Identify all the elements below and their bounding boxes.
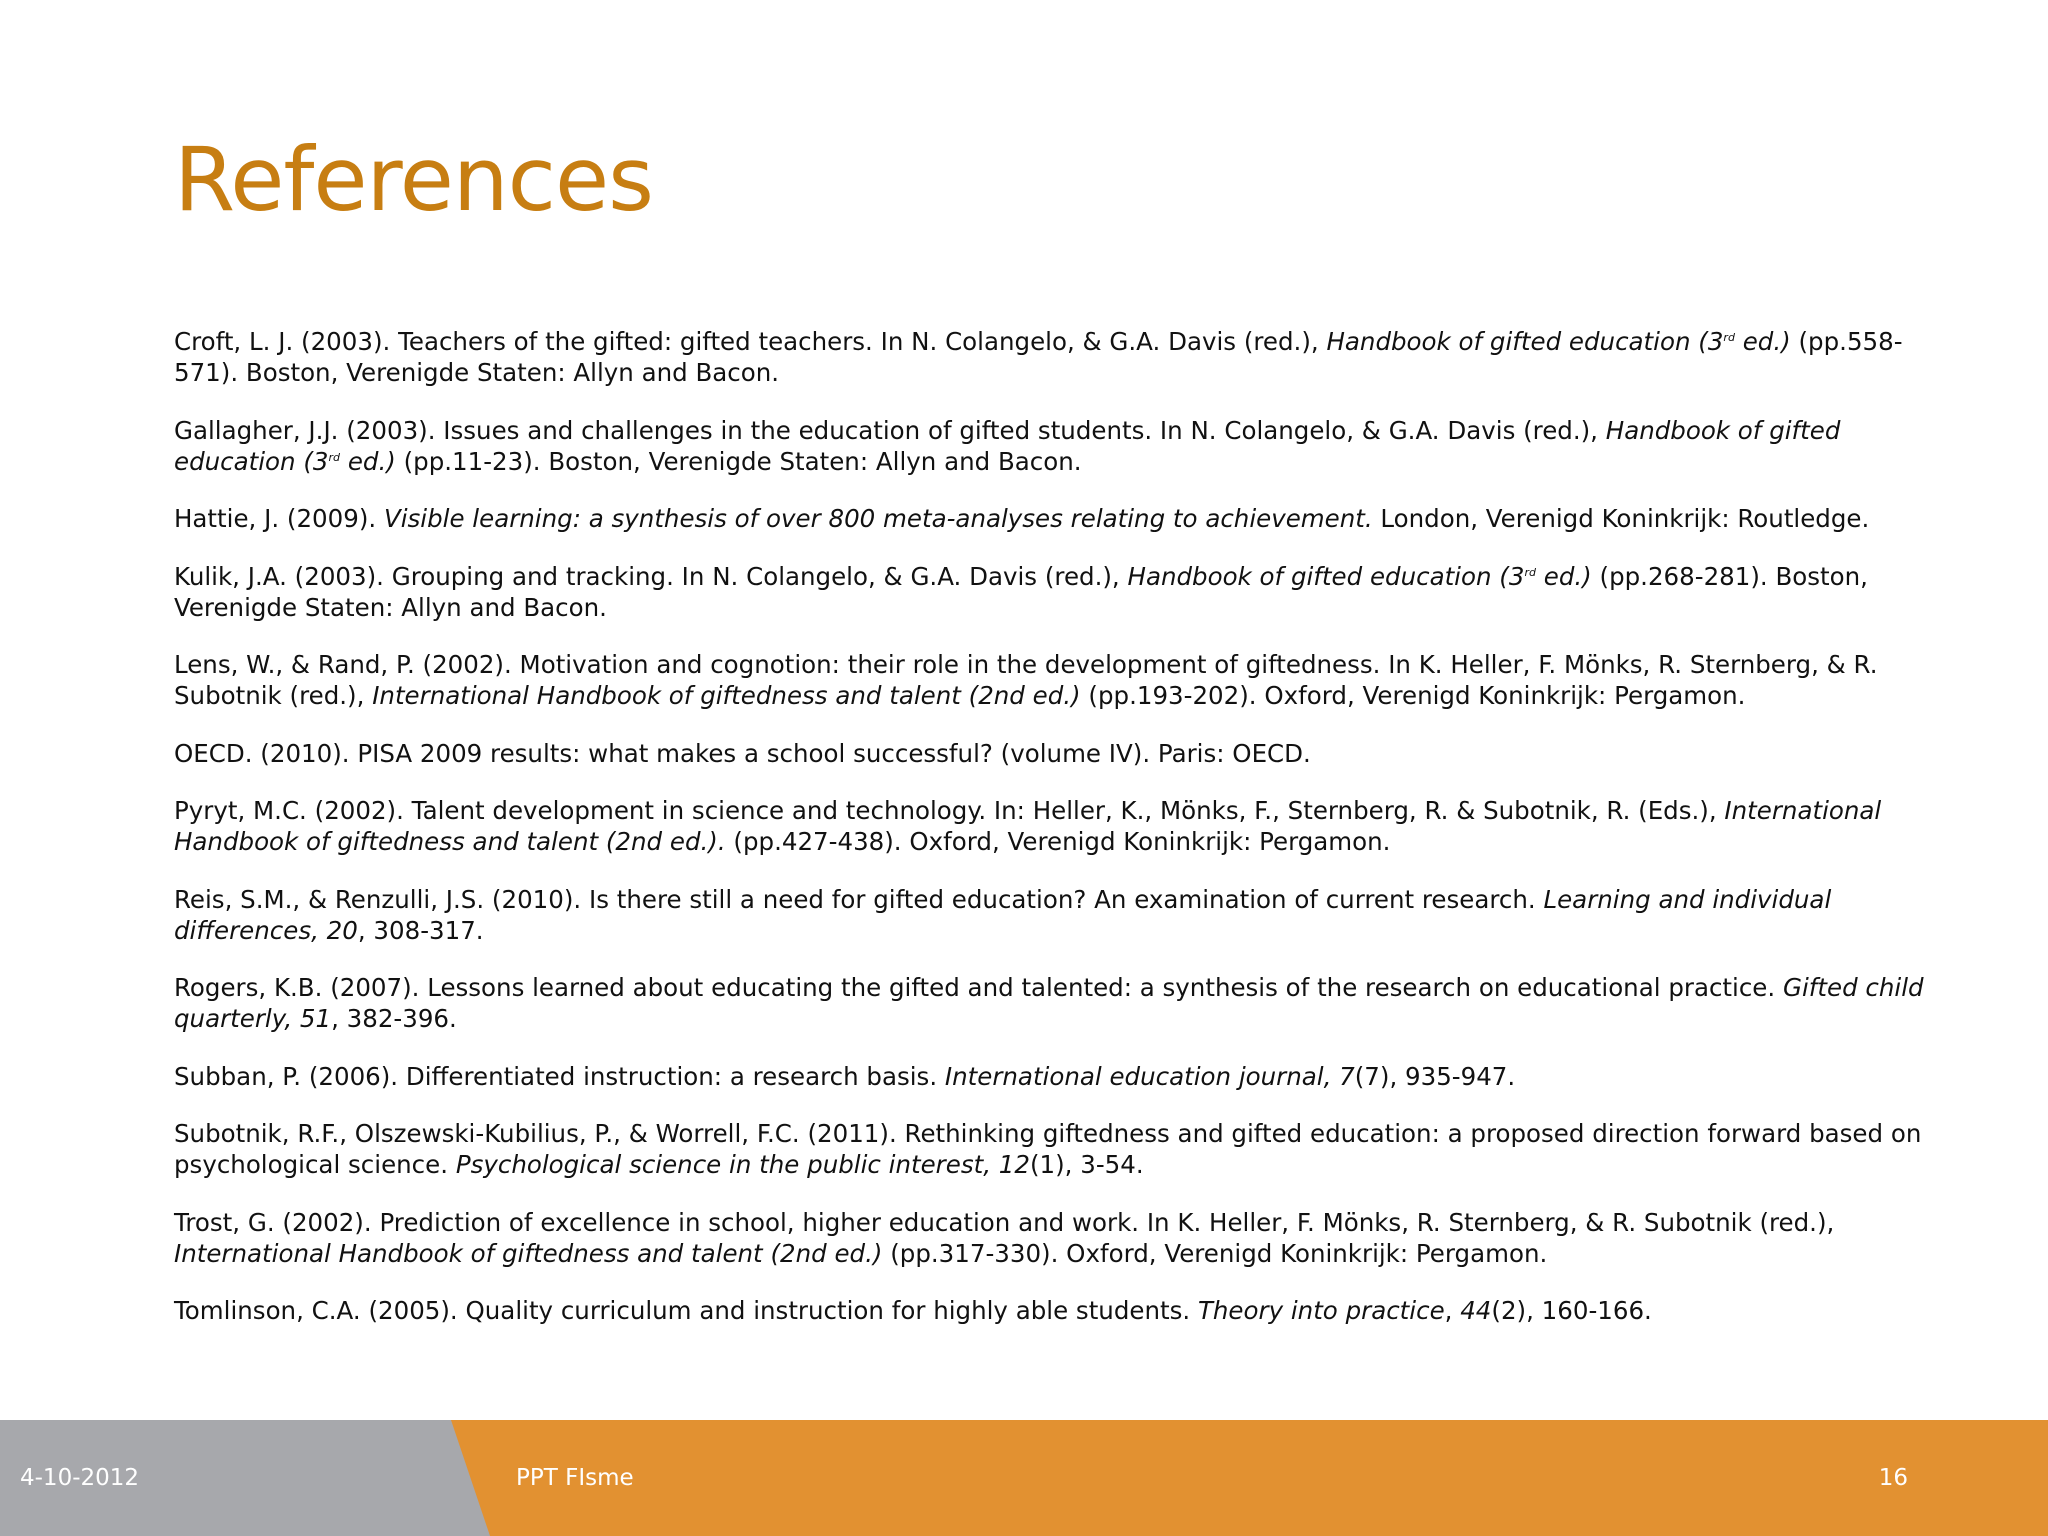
reference-text-segment: Reis, S.M., & Renzulli, J.S. (2010). Is there still a need for gifted education? An examination of current research.	[174, 884, 1544, 914]
reference-italic-segment: International Handbook of giftedness and talent (2nd ed.)	[174, 1238, 883, 1268]
reference-superscript: rd	[328, 450, 341, 464]
reference-italic-segment: Handbook of gifted education (3	[1326, 327, 1724, 356]
footer-presentation-name: PPT FIsme	[516, 1465, 634, 1491]
reference-text-segment: , 308-317.	[357, 915, 484, 945]
reference-text-segment: Rogers, K.B. (2007). Lessons learned about educating the gifted and talented: a synthesis of the research on educational practice.	[174, 973, 1783, 1002]
reference-superscript: rd	[1723, 331, 1735, 344]
footer-date: 4-10-2012	[20, 1465, 140, 1491]
reference-italic-segment: ed.)	[340, 446, 396, 476]
reference-text-segment: Pyryt, M.C. (2002). Talent development in science and technology. In: Heller, K., Mönks, F., Sternberg, R. & Subotnik, R. (Eds.),	[174, 796, 1725, 825]
reference-text-segment: ,	[1444, 1296, 1461, 1325]
footer-page-number: 16	[1878, 1465, 1908, 1491]
reference-item	[174, 884, 1934, 946]
reference-item	[174, 738, 1934, 769]
reference-italic-segment: Psychological science in the public interest, 12	[455, 1150, 1030, 1179]
reference-text-segment: (pp.317-330). Oxford, Verenigd Koninkrijk: Pergamon.	[882, 1238, 1548, 1268]
reference-text-segment: London, Verenigd Koninkrijk: Routledge.	[1372, 504, 1870, 533]
reference-item	[174, 1061, 1934, 1092]
reference-italic-segment: ed.)	[1734, 327, 1791, 356]
footer-bar	[0, 1420, 2048, 1536]
reference-text-segment: Tomlinson, C.A. (2005). Quality curriculum and instruction for highly able students.	[174, 1296, 1198, 1325]
reference-text-segment: (pp.11-23). Boston, Verenigde Staten: Allyn and Bacon.	[395, 446, 1082, 476]
reference-italic-segment: Theory into practice	[1197, 1296, 1445, 1325]
reference-italic-segment: Learning and individual differences, 20	[174, 884, 1832, 945]
reference-item	[174, 972, 1934, 1034]
reference-text-segment: Gallagher, J.J. (2003). Issues and challenges in the education of gifted students. In N. Colangelo, & G.A. Davis (red.),	[174, 415, 1606, 445]
references-list	[174, 326, 1934, 1353]
reference-item	[174, 1295, 1934, 1326]
reference-item	[174, 561, 1934, 623]
reference-italic-segment: Handbook of gifted education (3	[1127, 561, 1525, 591]
reference-text-segment: (7), 935-947.	[1354, 1061, 1516, 1091]
reference-italic-segment: Gifted child quarterly, 51	[174, 973, 1924, 1033]
reference-italic-segment: International Handbook of giftedness and talent (2nd ed.).	[174, 796, 1882, 856]
reference-italic-segment: 44	[1460, 1296, 1492, 1325]
reference-text-segment: Subotnik, R.F., Olszewski-Kubilius, P., & Worrell, F.C. (2011). Rethinking giftedness and gifted education: a proposed direction forward based on psychological science.	[174, 1119, 1922, 1179]
reference-text-segment: (pp.427-438). Oxford, Verenigd Koninkrijk: Pergamon.	[725, 827, 1391, 856]
reference-text-segment: (1), 3-54.	[1029, 1150, 1144, 1179]
reference-text-segment: (2), 160-166.	[1491, 1296, 1652, 1325]
reference-italic-segment: International Handbook of giftedness and talent (2nd ed.)	[372, 681, 1081, 710]
reference-text-segment: Kulik, J.A. (2003). Grouping and tracking. In N. Colangelo, & G.A. Davis (red.),	[174, 561, 1128, 591]
reference-text-segment: Subban, P. (2006). Differentiated instruction: a research basis.	[174, 1061, 945, 1091]
reference-text-segment: (pp.193-202). Oxford, Verenigd Koninkrijk: Pergamon.	[1080, 681, 1746, 710]
reference-text-segment: , 382-396.	[331, 1004, 457, 1033]
reference-item	[174, 1207, 1934, 1269]
reference-item	[174, 415, 1934, 477]
reference-text-segment: Croft, L. J. (2003). Teachers of the gifted: gifted teachers. In N. Colangelo, & G.A. Davis (red.),	[174, 327, 1327, 356]
reference-item	[174, 1118, 1934, 1180]
reference-item	[174, 326, 1934, 388]
reference-text-segment: Hattie, J. (2009).	[174, 504, 384, 533]
reference-item	[174, 503, 1934, 534]
reference-superscript: rd	[1524, 565, 1536, 579]
reference-text-segment: Trost, G. (2002). Prediction of excellence in school, higher education and work. In K. Heller, F. Mönks, R. Sternberg, & R. Subotnik (red.),	[174, 1207, 1835, 1237]
reference-italic-segment: Visible learning: a synthesis of over 800 meta-analyses relating to achievement.	[383, 504, 1373, 533]
reference-text-segment: Lens, W., & Rand, P. (2002). Motivation and cognotion: their role in the development of giftedness. In K. Heller, F. Mönks, R. Sternberg, & R. Subotnik (red.),	[174, 650, 1878, 710]
reference-italic-segment: International education journal, 7	[944, 1061, 1355, 1091]
reference-item	[174, 795, 1934, 857]
reference-item	[174, 649, 1934, 711]
reference-text-segment: OECD. (2010). PISA 2009 results: what makes a school successful? (volume IV). Paris: OECD.	[174, 738, 1311, 768]
reference-text-segment: (pp.268-281). Boston, Verenigde Staten: Allyn and Bacon.	[174, 561, 1868, 622]
slide-title: References	[174, 128, 653, 231]
reference-italic-segment: ed.)	[1535, 561, 1592, 591]
reference-italic-segment: Handbook of gifted education (3	[174, 415, 1841, 476]
reference-text-segment: (pp.558-571). Boston, Verenigde Staten: Allyn and Bacon.	[174, 327, 1903, 387]
